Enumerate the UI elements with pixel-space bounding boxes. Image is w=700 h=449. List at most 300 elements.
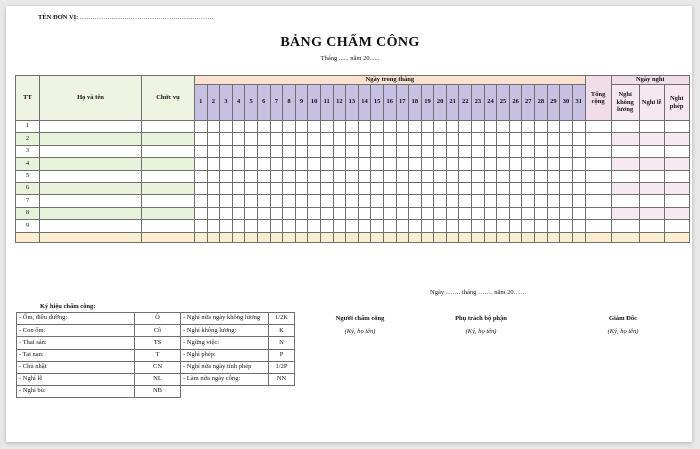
day-cell[interactable] xyxy=(446,121,459,133)
name-cell[interactable] xyxy=(40,158,142,170)
day-cell[interactable] xyxy=(535,182,548,194)
day-cell[interactable] xyxy=(409,145,422,157)
day-cell[interactable] xyxy=(409,195,422,207)
day-cell[interactable] xyxy=(270,170,283,182)
leave-cell[interactable] xyxy=(639,207,664,219)
leave-cell[interactable] xyxy=(639,121,664,133)
day-cell[interactable] xyxy=(434,220,447,232)
leave-cell[interactable] xyxy=(664,170,689,182)
day-cell[interactable] xyxy=(472,170,485,182)
day-cell[interactable] xyxy=(396,133,409,145)
day-cell[interactable] xyxy=(207,133,220,145)
name-cell[interactable] xyxy=(40,195,142,207)
day-cell[interactable] xyxy=(560,207,573,219)
day-cell[interactable] xyxy=(320,121,333,133)
day-cell[interactable] xyxy=(245,195,258,207)
day-cell[interactable] xyxy=(472,121,485,133)
day-cell[interactable] xyxy=(434,133,447,145)
day-cell[interactable] xyxy=(320,170,333,182)
position-cell[interactable] xyxy=(142,220,195,232)
day-cell[interactable] xyxy=(522,158,535,170)
day-cell[interactable] xyxy=(572,170,585,182)
day-cell[interactable] xyxy=(560,220,573,232)
day-cell[interactable] xyxy=(547,170,560,182)
day-cell[interactable] xyxy=(207,195,220,207)
day-cell[interactable] xyxy=(207,121,220,133)
position-cell[interactable] xyxy=(142,158,195,170)
day-cell[interactable] xyxy=(358,121,371,133)
day-cell[interactable] xyxy=(572,158,585,170)
day-cell[interactable] xyxy=(472,133,485,145)
day-cell[interactable] xyxy=(409,207,422,219)
day-cell[interactable] xyxy=(232,121,245,133)
day-cell[interactable] xyxy=(421,170,434,182)
day-cell[interactable] xyxy=(346,170,359,182)
leave-cell[interactable] xyxy=(639,170,664,182)
day-cell[interactable] xyxy=(333,182,346,194)
day-cell[interactable] xyxy=(270,145,283,157)
day-cell[interactable] xyxy=(358,182,371,194)
day-cell[interactable] xyxy=(472,145,485,157)
day-cell[interactable] xyxy=(497,145,510,157)
position-cell[interactable] xyxy=(142,170,195,182)
leave-cell[interactable] xyxy=(664,195,689,207)
day-cell[interactable] xyxy=(535,220,548,232)
day-cell[interactable] xyxy=(320,195,333,207)
day-cell[interactable] xyxy=(220,220,233,232)
day-cell[interactable] xyxy=(497,158,510,170)
day-cell[interactable] xyxy=(257,121,270,133)
day-cell[interactable] xyxy=(308,195,321,207)
day-cell[interactable] xyxy=(396,158,409,170)
leave-cell[interactable] xyxy=(664,158,689,170)
day-cell[interactable] xyxy=(522,133,535,145)
day-cell[interactable] xyxy=(459,170,472,182)
day-cell[interactable] xyxy=(320,182,333,194)
day-cell[interactable] xyxy=(220,133,233,145)
day-cell[interactable] xyxy=(535,207,548,219)
day-cell[interactable] xyxy=(509,207,522,219)
day-cell[interactable] xyxy=(207,207,220,219)
day-cell[interactable] xyxy=(245,220,258,232)
day-cell[interactable] xyxy=(472,158,485,170)
day-cell[interactable] xyxy=(484,182,497,194)
day-cell[interactable] xyxy=(572,121,585,133)
day-cell[interactable] xyxy=(409,220,422,232)
day-cell[interactable] xyxy=(245,207,258,219)
day-cell[interactable] xyxy=(333,158,346,170)
day-cell[interactable] xyxy=(333,195,346,207)
leave-cell[interactable] xyxy=(664,133,689,145)
day-cell[interactable] xyxy=(232,195,245,207)
leave-cell[interactable] xyxy=(611,170,639,182)
day-cell[interactable] xyxy=(522,145,535,157)
day-cell[interactable] xyxy=(383,121,396,133)
leave-cell[interactable] xyxy=(611,182,639,194)
day-cell[interactable] xyxy=(270,121,283,133)
day-cell[interactable] xyxy=(497,121,510,133)
name-cell[interactable] xyxy=(40,145,142,157)
leave-cell[interactable] xyxy=(664,145,689,157)
day-cell[interactable] xyxy=(497,220,510,232)
day-cell[interactable] xyxy=(371,121,384,133)
day-cell[interactable] xyxy=(409,182,422,194)
leave-cell[interactable] xyxy=(611,158,639,170)
day-cell[interactable] xyxy=(459,195,472,207)
day-cell[interactable] xyxy=(547,145,560,157)
day-cell[interactable] xyxy=(547,182,560,194)
day-cell[interactable] xyxy=(283,121,296,133)
day-cell[interactable] xyxy=(220,182,233,194)
day-cell[interactable] xyxy=(195,158,208,170)
day-cell[interactable] xyxy=(358,170,371,182)
day-cell[interactable] xyxy=(560,170,573,182)
day-cell[interactable] xyxy=(207,220,220,232)
day-cell[interactable] xyxy=(308,145,321,157)
day-cell[interactable] xyxy=(195,220,208,232)
day-cell[interactable] xyxy=(295,145,308,157)
day-cell[interactable] xyxy=(484,220,497,232)
day-cell[interactable] xyxy=(396,195,409,207)
day-cell[interactable] xyxy=(207,158,220,170)
leave-cell[interactable] xyxy=(611,121,639,133)
day-cell[interactable] xyxy=(283,207,296,219)
day-cell[interactable] xyxy=(547,220,560,232)
day-cell[interactable] xyxy=(346,195,359,207)
day-cell[interactable] xyxy=(295,207,308,219)
name-cell[interactable] xyxy=(40,133,142,145)
day-cell[interactable] xyxy=(283,158,296,170)
day-cell[interactable] xyxy=(358,207,371,219)
total-cell[interactable] xyxy=(585,220,611,232)
total-cell[interactable] xyxy=(585,182,611,194)
day-cell[interactable] xyxy=(472,220,485,232)
day-cell[interactable] xyxy=(459,207,472,219)
day-cell[interactable] xyxy=(220,207,233,219)
day-cell[interactable] xyxy=(358,145,371,157)
day-cell[interactable] xyxy=(572,207,585,219)
name-cell[interactable] xyxy=(40,182,142,194)
day-cell[interactable] xyxy=(535,158,548,170)
position-cell[interactable] xyxy=(142,195,195,207)
day-cell[interactable] xyxy=(522,220,535,232)
day-cell[interactable] xyxy=(522,121,535,133)
leave-cell[interactable] xyxy=(639,195,664,207)
day-cell[interactable] xyxy=(270,207,283,219)
day-cell[interactable] xyxy=(295,170,308,182)
day-cell[interactable] xyxy=(446,195,459,207)
day-cell[interactable] xyxy=(245,170,258,182)
leave-cell[interactable] xyxy=(639,145,664,157)
day-cell[interactable] xyxy=(371,182,384,194)
day-cell[interactable] xyxy=(371,220,384,232)
day-cell[interactable] xyxy=(383,145,396,157)
day-cell[interactable] xyxy=(509,145,522,157)
day-cell[interactable] xyxy=(459,182,472,194)
day-cell[interactable] xyxy=(320,220,333,232)
day-cell[interactable] xyxy=(295,182,308,194)
day-cell[interactable] xyxy=(446,145,459,157)
position-cell[interactable] xyxy=(142,207,195,219)
day-cell[interactable] xyxy=(421,182,434,194)
day-cell[interactable] xyxy=(396,121,409,133)
day-cell[interactable] xyxy=(283,182,296,194)
day-cell[interactable] xyxy=(371,195,384,207)
day-cell[interactable] xyxy=(472,182,485,194)
day-cell[interactable] xyxy=(459,133,472,145)
day-cell[interactable] xyxy=(472,195,485,207)
day-cell[interactable] xyxy=(346,182,359,194)
day-cell[interactable] xyxy=(270,195,283,207)
day-cell[interactable] xyxy=(232,207,245,219)
day-cell[interactable] xyxy=(195,145,208,157)
day-cell[interactable] xyxy=(560,145,573,157)
total-cell[interactable] xyxy=(585,170,611,182)
day-cell[interactable] xyxy=(232,220,245,232)
leave-cell[interactable] xyxy=(664,207,689,219)
day-cell[interactable] xyxy=(320,133,333,145)
day-cell[interactable] xyxy=(396,220,409,232)
day-cell[interactable] xyxy=(459,158,472,170)
day-cell[interactable] xyxy=(308,182,321,194)
day-cell[interactable] xyxy=(232,133,245,145)
total-cell[interactable] xyxy=(585,207,611,219)
day-cell[interactable] xyxy=(572,220,585,232)
day-cell[interactable] xyxy=(295,220,308,232)
day-cell[interactable] xyxy=(396,170,409,182)
day-cell[interactable] xyxy=(220,195,233,207)
day-cell[interactable] xyxy=(371,170,384,182)
day-cell[interactable] xyxy=(446,220,459,232)
day-cell[interactable] xyxy=(333,133,346,145)
day-cell[interactable] xyxy=(383,158,396,170)
day-cell[interactable] xyxy=(257,207,270,219)
day-cell[interactable] xyxy=(522,182,535,194)
day-cell[interactable] xyxy=(207,145,220,157)
day-cell[interactable] xyxy=(257,182,270,194)
day-cell[interactable] xyxy=(333,121,346,133)
day-cell[interactable] xyxy=(358,220,371,232)
day-cell[interactable] xyxy=(572,133,585,145)
day-cell[interactable] xyxy=(358,133,371,145)
day-cell[interactable] xyxy=(484,195,497,207)
name-cell[interactable] xyxy=(40,170,142,182)
day-cell[interactable] xyxy=(232,158,245,170)
day-cell[interactable] xyxy=(560,195,573,207)
day-cell[interactable] xyxy=(484,133,497,145)
day-cell[interactable] xyxy=(257,170,270,182)
day-cell[interactable] xyxy=(346,207,359,219)
day-cell[interactable] xyxy=(333,207,346,219)
day-cell[interactable] xyxy=(320,158,333,170)
day-cell[interactable] xyxy=(547,133,560,145)
day-cell[interactable] xyxy=(535,195,548,207)
day-cell[interactable] xyxy=(346,133,359,145)
day-cell[interactable] xyxy=(358,195,371,207)
leave-cell[interactable] xyxy=(611,195,639,207)
day-cell[interactable] xyxy=(308,220,321,232)
day-cell[interactable] xyxy=(320,207,333,219)
day-cell[interactable] xyxy=(220,170,233,182)
name-cell[interactable] xyxy=(40,220,142,232)
day-cell[interactable] xyxy=(371,158,384,170)
day-cell[interactable] xyxy=(308,170,321,182)
day-cell[interactable] xyxy=(497,170,510,182)
day-cell[interactable] xyxy=(195,195,208,207)
day-cell[interactable] xyxy=(257,145,270,157)
day-cell[interactable] xyxy=(245,121,258,133)
day-cell[interactable] xyxy=(459,121,472,133)
day-cell[interactable] xyxy=(346,145,359,157)
day-cell[interactable] xyxy=(446,207,459,219)
day-cell[interactable] xyxy=(421,207,434,219)
day-cell[interactable] xyxy=(547,121,560,133)
day-cell[interactable] xyxy=(232,145,245,157)
day-cell[interactable] xyxy=(383,133,396,145)
day-cell[interactable] xyxy=(195,133,208,145)
day-cell[interactable] xyxy=(535,170,548,182)
day-cell[interactable] xyxy=(295,158,308,170)
day-cell[interactable] xyxy=(257,195,270,207)
day-cell[interactable] xyxy=(346,220,359,232)
day-cell[interactable] xyxy=(535,121,548,133)
day-cell[interactable] xyxy=(371,207,384,219)
day-cell[interactable] xyxy=(472,207,485,219)
day-cell[interactable] xyxy=(333,145,346,157)
day-cell[interactable] xyxy=(446,182,459,194)
day-cell[interactable] xyxy=(396,145,409,157)
day-cell[interactable] xyxy=(308,133,321,145)
day-cell[interactable] xyxy=(535,133,548,145)
day-cell[interactable] xyxy=(383,220,396,232)
day-cell[interactable] xyxy=(270,182,283,194)
position-cell[interactable] xyxy=(142,133,195,145)
day-cell[interactable] xyxy=(207,170,220,182)
day-cell[interactable] xyxy=(484,121,497,133)
day-cell[interactable] xyxy=(421,195,434,207)
day-cell[interactable] xyxy=(409,170,422,182)
day-cell[interactable] xyxy=(283,145,296,157)
leave-cell[interactable] xyxy=(664,121,689,133)
day-cell[interactable] xyxy=(446,158,459,170)
day-cell[interactable] xyxy=(308,207,321,219)
leave-cell[interactable] xyxy=(639,182,664,194)
day-cell[interactable] xyxy=(295,133,308,145)
day-cell[interactable] xyxy=(421,145,434,157)
day-cell[interactable] xyxy=(560,133,573,145)
day-cell[interactable] xyxy=(308,158,321,170)
day-cell[interactable] xyxy=(421,220,434,232)
day-cell[interactable] xyxy=(434,121,447,133)
day-cell[interactable] xyxy=(295,121,308,133)
day-cell[interactable] xyxy=(509,220,522,232)
day-cell[interactable] xyxy=(497,195,510,207)
day-cell[interactable] xyxy=(509,158,522,170)
day-cell[interactable] xyxy=(522,207,535,219)
day-cell[interactable] xyxy=(421,121,434,133)
leave-cell[interactable] xyxy=(664,220,689,232)
day-cell[interactable] xyxy=(346,158,359,170)
day-cell[interactable] xyxy=(459,145,472,157)
day-cell[interactable] xyxy=(195,170,208,182)
leave-cell[interactable] xyxy=(639,158,664,170)
day-cell[interactable] xyxy=(560,182,573,194)
day-cell[interactable] xyxy=(446,170,459,182)
position-cell[interactable] xyxy=(142,182,195,194)
day-cell[interactable] xyxy=(333,220,346,232)
leave-cell[interactable] xyxy=(639,133,664,145)
day-cell[interactable] xyxy=(509,121,522,133)
day-cell[interactable] xyxy=(383,182,396,194)
day-cell[interactable] xyxy=(358,158,371,170)
day-cell[interactable] xyxy=(484,158,497,170)
day-cell[interactable] xyxy=(346,121,359,133)
day-cell[interactable] xyxy=(195,207,208,219)
day-cell[interactable] xyxy=(371,145,384,157)
day-cell[interactable] xyxy=(409,121,422,133)
day-cell[interactable] xyxy=(257,220,270,232)
day-cell[interactable] xyxy=(409,158,422,170)
day-cell[interactable] xyxy=(434,158,447,170)
day-cell[interactable] xyxy=(220,158,233,170)
day-cell[interactable] xyxy=(257,158,270,170)
leave-cell[interactable] xyxy=(664,182,689,194)
day-cell[interactable] xyxy=(383,207,396,219)
day-cell[interactable] xyxy=(509,133,522,145)
day-cell[interactable] xyxy=(421,158,434,170)
day-cell[interactable] xyxy=(421,133,434,145)
day-cell[interactable] xyxy=(522,170,535,182)
day-cell[interactable] xyxy=(270,133,283,145)
name-cell[interactable] xyxy=(40,207,142,219)
day-cell[interactable] xyxy=(484,145,497,157)
day-cell[interactable] xyxy=(295,195,308,207)
day-cell[interactable] xyxy=(270,158,283,170)
day-cell[interactable] xyxy=(245,158,258,170)
leave-cell[interactable] xyxy=(611,207,639,219)
day-cell[interactable] xyxy=(560,121,573,133)
day-cell[interactable] xyxy=(547,195,560,207)
day-cell[interactable] xyxy=(572,145,585,157)
total-cell[interactable] xyxy=(585,195,611,207)
day-cell[interactable] xyxy=(434,145,447,157)
day-cell[interactable] xyxy=(497,133,510,145)
day-cell[interactable] xyxy=(459,220,472,232)
leave-cell[interactable] xyxy=(611,145,639,157)
day-cell[interactable] xyxy=(383,170,396,182)
day-cell[interactable] xyxy=(497,182,510,194)
day-cell[interactable] xyxy=(283,133,296,145)
leave-cell[interactable] xyxy=(639,220,664,232)
day-cell[interactable] xyxy=(270,220,283,232)
day-cell[interactable] xyxy=(560,158,573,170)
day-cell[interactable] xyxy=(434,195,447,207)
day-cell[interactable] xyxy=(320,145,333,157)
day-cell[interactable] xyxy=(484,207,497,219)
day-cell[interactable] xyxy=(509,182,522,194)
day-cell[interactable] xyxy=(572,195,585,207)
day-cell[interactable] xyxy=(245,133,258,145)
day-cell[interactable] xyxy=(371,133,384,145)
position-cell[interactable] xyxy=(142,121,195,133)
leave-cell[interactable] xyxy=(611,133,639,145)
day-cell[interactable] xyxy=(396,207,409,219)
day-cell[interactable] xyxy=(283,195,296,207)
day-cell[interactable] xyxy=(333,170,346,182)
position-cell[interactable] xyxy=(142,145,195,157)
day-cell[interactable] xyxy=(283,170,296,182)
day-cell[interactable] xyxy=(497,207,510,219)
